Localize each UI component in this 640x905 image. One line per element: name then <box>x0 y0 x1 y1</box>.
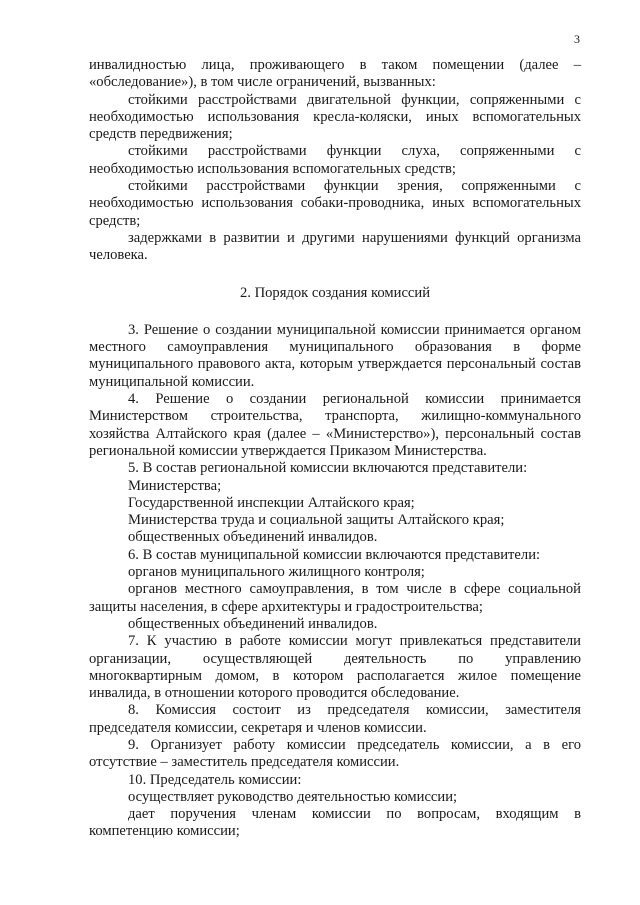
paragraph: 4. Решение о создании региональной комиссии принимается Министерством строительства, транспорта, жилищно-коммунального хозяйства Алтайского края (далее – «Министерство»), персональный состав региональной комиссии утверждается Приказом Министерства. <box>89 391 581 459</box>
list-item: органов муниципального жилищного контроля; <box>128 564 425 581</box>
list-item: Министерства труда и социальной защиты Алтайского края; <box>128 512 505 529</box>
paragraph: стойкими расстройствами функции зрения, сопряженными с необходимостью использования собаки-проводника, иных вспомогательных средств; <box>89 178 581 229</box>
paragraph: задержками в развитии и другими нарушениями функций организма человека. <box>89 229 581 264</box>
list-item: общественных объединений инвалидов. <box>128 529 378 546</box>
list-item: дает поручения членам комиссии по вопросам, входящим в компетенцию комиссии; <box>89 806 581 840</box>
list-item: общественных объединений инвалидов. <box>128 615 378 632</box>
paragraph: стойкими расстройствами функции слуха, сопряженными с необходимостью использования вспомогательных средств; <box>89 143 581 177</box>
list-item: Министерства; <box>128 477 222 494</box>
paragraph: 7. К участию в работе комиссии могут привлекаться представители организации, осуществляющей деятельность по управлению многоквартирным домом, в котором располагается жилое помещение инвалида, в отношении которого проводится обследование. <box>89 633 581 702</box>
paragraph: 8. Комиссия состоит из председателя комиссии, заместителя председателя комиссии, секретаря и членов комиссии. <box>89 702 581 736</box>
paragraph: 6. В состав муниципальной комиссии включаются представители: <box>128 546 541 563</box>
list-item: осуществляет руководство деятельностью комиссии; <box>128 788 458 805</box>
paragraph: 9. Организует работу комиссии председатель комиссии, а в его отсутствие – заместитель председателя комиссии. <box>89 736 581 771</box>
list-item: органов местного самоуправления, в том числе в сфере социальной защиты населения, в сфере архитектуры и градостроительства; <box>89 581 581 615</box>
paragraph: 3. Решение о создании муниципальной комиссии принимается органом местного самоуправления муниципального образования в форме муниципального правового акта, которым утверждается персональный состав муниципальной комиссии. <box>89 321 581 390</box>
paragraph: 5. В состав региональной комиссии включаются представители: <box>128 460 528 477</box>
list-item: Государственной инспекции Алтайского края; <box>128 494 415 511</box>
section-heading: 2. Порядок создания комиссий <box>239 284 431 301</box>
paragraph: стойкими расстройствами двигательной функции, сопряженными с необходимостью использования кресла-коляски, иных вспомогательных средств передвижения; <box>89 91 581 143</box>
document-body <box>89 57 581 841</box>
paragraph: инвалидностью лица, проживающего в таком помещении (далее – «обследование»), в том числе ограничений, вызванных: <box>89 57 581 91</box>
paragraph: 10. Председатель комиссии: <box>128 771 302 788</box>
page-number: 3 <box>574 32 580 46</box>
